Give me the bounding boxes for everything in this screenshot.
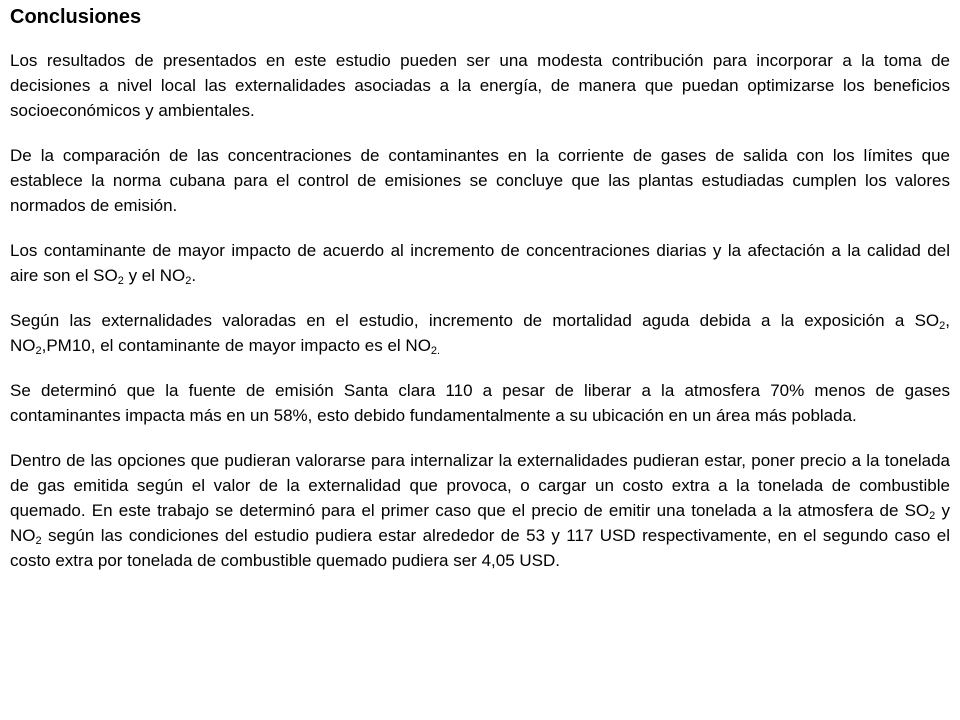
paragraph-3-text-c: . [191, 266, 197, 285]
paragraph-4 [10, 308, 950, 358]
subscript: 2. [430, 345, 441, 357]
paragraph-1: Los resultados de presentados en este estudio pueden ser una modesta contribución para incorporar a la toma de decisiones a nivel local las externalidades asociadas a la energía, de manera que puedan optimizarse los beneficios socioeconómicos y ambientales. [10, 51, 950, 120]
subscript: 2 [35, 345, 42, 357]
subscript: 2 [929, 510, 936, 522]
paragraph-6-text-b: y NO [10, 501, 950, 545]
paragraph-3-text-a: Los contaminante de mayor impacto de acuerdo al incremento de concentraciones diarias y la afectación a la calidad del aire son el SO [10, 241, 950, 285]
paragraph-6 [10, 448, 950, 573]
paragraph-3 [10, 238, 950, 288]
paragraph-4-text-c: ,PM10, el contaminante de mayor impacto es el NO [41, 336, 431, 355]
subscript: 2 [185, 275, 192, 287]
subscript: 2 [939, 320, 946, 332]
paragraph-5: Se determinó que la fuente de emisión Santa clara 110 a pesar de liberar a la atmosfera 70% menos de gases contaminantes impacta más en un 58%, esto debido fundamentalmente a su ubicación en un área más poblada. [10, 381, 950, 425]
slide-title: Conclusiones [10, 6, 142, 28]
paragraph-2: De la comparación de las concentraciones de contaminantes en la corriente de gases de salida con los límites que establece la norma cubana para el control de emisiones se concluye que las plantas estudiadas cumplen los valores normados de emisión. [10, 146, 950, 215]
paragraph-6-text-c: según las condiciones del estudio pudiera estar alrededor de 53 y 117 USD respectivamente, en el segundo caso el costo extra por tonelada de combustible quemado pudiera ser 4,05 USD. [10, 526, 950, 570]
slide-content [10, 4, 950, 593]
subscript: 2 [35, 535, 42, 547]
paragraph-3-text-b: y el NO [123, 266, 186, 285]
paragraph-4-text-b: , NO [10, 311, 950, 355]
subscript: 2 [117, 275, 124, 287]
paragraph-6-text-a: Dentro de las opciones que pudieran valorarse para internalizar la externalidades pudieran estar, poner precio a la tonelada de gas emitida según el valor de la externalidad que provoca, o cargar un costo extra a la tonelada de combustible quemado. En este trabajo se determinó para el primer caso que el precio de emitir una tonelada a la atmosfera de SO [10, 451, 950, 520]
paragraph-4-text-a: Según las externalidades valoradas en el estudio, incremento de mortalidad aguda debida a la exposición a SO [10, 311, 940, 330]
